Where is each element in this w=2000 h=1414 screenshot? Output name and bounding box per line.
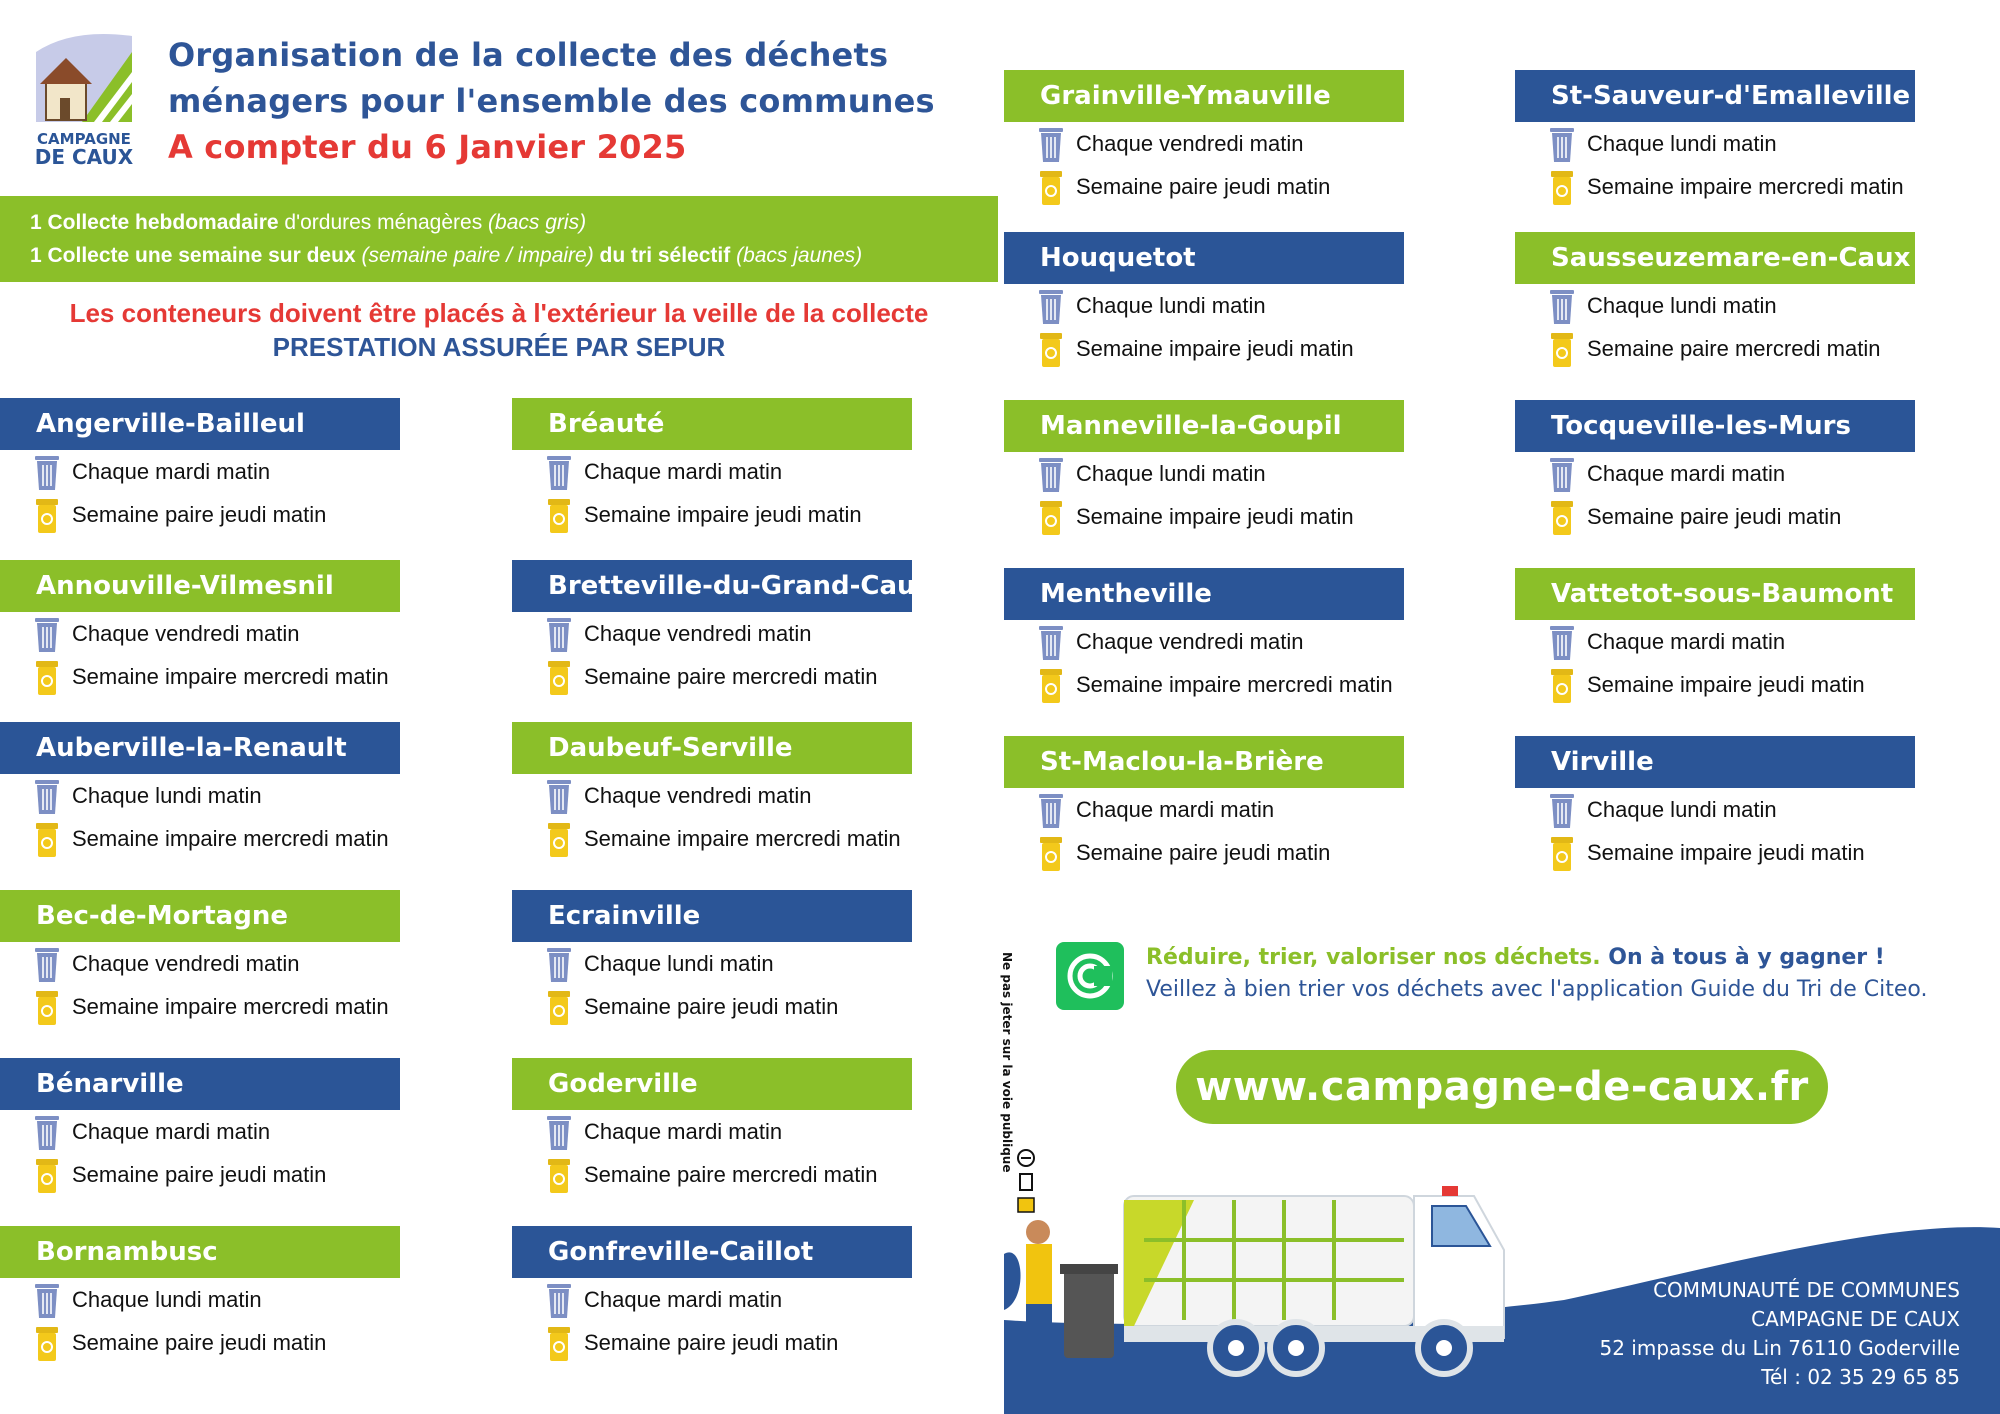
grey-bin-schedule: Chaque mardi matin [584, 458, 783, 484]
commune-card [1515, 568, 1955, 724]
yellow-bin-row [0, 655, 440, 698]
commune-card [1004, 568, 1444, 724]
grey-bin-icon [544, 1112, 574, 1152]
commune-card [0, 890, 440, 1046]
grey-bin-schedule: Chaque mardi matin [1587, 460, 1786, 486]
yellow-bin-schedule: Semaine paire jeudi matin [584, 993, 839, 1019]
yellow-bin-icon [32, 987, 62, 1027]
yellow-bin-schedule: Semaine paire jeudi matin [72, 1329, 327, 1355]
commune-name: Tocqueville-les-Murs [1515, 400, 1915, 452]
yellow-bin-icon [32, 1323, 62, 1363]
page-title [168, 32, 935, 170]
commune-card [0, 722, 440, 878]
grey-bin-icon [1547, 622, 1577, 662]
commune-name: Bréauté [512, 398, 912, 450]
band-l2-bold2: du tri sélectif [593, 244, 731, 267]
yellow-bin-schedule: Semaine paire mercredi matin [584, 1161, 878, 1187]
commune-name: Mentheville [1004, 568, 1404, 620]
grey-bin-icon [1036, 790, 1066, 830]
svg-text:DE CAUX: DE CAUX [34, 145, 134, 168]
yellow-bin-row [512, 1153, 952, 1196]
yellow-bin-icon [32, 1155, 62, 1195]
yellow-bin-icon [544, 819, 574, 859]
grey-bin-row [0, 1278, 440, 1321]
grey-bin-row [0, 942, 440, 985]
commune-name: Manneville-la-Goupil [1004, 400, 1404, 452]
yellow-bin-icon [1036, 497, 1066, 537]
warning-block [0, 296, 998, 364]
commune-name: Goderville [512, 1058, 912, 1110]
commune-name: Gonfreville-Caillot [512, 1226, 912, 1278]
address-l4: Tél : 02 35 29 65 85 [1761, 1365, 1960, 1389]
yellow-bin-row [512, 493, 952, 536]
grey-bin-icon [544, 452, 574, 492]
yellow-bin-icon [1036, 665, 1066, 705]
yellow-bin-row [1515, 327, 1955, 370]
commune-card [512, 560, 952, 716]
commune-card [1004, 232, 1444, 388]
yellow-bin-row [512, 985, 952, 1028]
yellow-bin-schedule: Semaine paire mercredi matin [1587, 335, 1881, 361]
yellow-bin-row [1004, 663, 1444, 706]
yellow-bin-row [1515, 165, 1955, 208]
yellow-bin-icon [32, 657, 62, 697]
commune-name: Grainville-Ymauville [1004, 70, 1404, 122]
grey-bin-row [0, 1110, 440, 1153]
yellow-bin-icon [1547, 833, 1577, 873]
grey-bin-schedule: Chaque vendredi matin [584, 620, 812, 646]
commune-card [512, 398, 952, 554]
commune-name: Ecrainville [512, 890, 912, 942]
commune-card [1004, 70, 1444, 226]
grey-bin-row [512, 450, 952, 493]
yellow-bin-icon [1547, 329, 1577, 369]
yellow-bin-schedule: Semaine impaire jeudi matin [1076, 503, 1354, 529]
yellow-bin-schedule: Semaine paire mercredi matin [584, 663, 878, 689]
grey-bin-row [1515, 452, 1955, 495]
commune-name: St-Sauveur-d'Emalleville [1515, 70, 1915, 122]
grey-bin-schedule: Chaque vendredi matin [72, 620, 300, 646]
address-l3: 52 impasse du Lin 76110 Goderville [1599, 1336, 1960, 1360]
grey-bin-schedule: Chaque vendredi matin [1076, 628, 1304, 654]
grey-bin-schedule: Chaque lundi matin [72, 782, 262, 808]
commune-name: Daubeuf-Serville [512, 722, 912, 774]
commune-name: Bretteville-du-Grand-Caux [512, 560, 912, 612]
yellow-bin-schedule: Semaine impaire mercredi matin [72, 663, 389, 689]
grey-bin-schedule: Chaque vendredi matin [72, 950, 300, 976]
grey-bin-row [512, 774, 952, 817]
citeo-green-text: Réduire, trier, valoriser nos déchets. [1146, 945, 1601, 970]
grey-bin-row [512, 942, 952, 985]
grey-bin-icon [32, 452, 62, 492]
warning-text: Les conteneurs doivent être placés à l'extérieur la veille de la collecte [69, 298, 929, 328]
grey-bin-icon [1547, 286, 1577, 326]
commune-name: Bec-de-Mortagne [0, 890, 400, 942]
commune-name: Auberville-la-Renault [0, 722, 400, 774]
yellow-bin-icon [1036, 329, 1066, 369]
yellow-bin-schedule: Semaine impaire jeudi matin [1587, 671, 1865, 697]
band-l2-italic2: (bacs jaunes) [730, 244, 863, 267]
yellow-bin-icon [544, 657, 574, 697]
yellow-bin-schedule: Semaine paire jeudi matin [584, 1329, 839, 1355]
svg-text:CAMPAGNE: CAMPAGNE [37, 130, 131, 148]
band-l1-text: d'ordures ménagères [278, 211, 489, 234]
yellow-bin-icon [1036, 167, 1066, 207]
commune-card [1515, 400, 1955, 556]
grey-bin-icon [32, 614, 62, 654]
commune-card [0, 560, 440, 716]
commune-card [1515, 70, 1955, 226]
side-note: Ne pas jeter sur la voie publique [1000, 952, 1014, 1173]
grey-bin-icon [32, 1112, 62, 1152]
commune-card [512, 890, 952, 1046]
yellow-bin-schedule: Semaine paire jeudi matin [1587, 503, 1842, 529]
yellow-bin-row [1004, 165, 1444, 208]
grey-bin-row [1515, 620, 1955, 663]
grey-bin-row [512, 1110, 952, 1153]
yellow-bin-row [512, 655, 952, 698]
grey-bin-row [512, 1278, 952, 1321]
grey-bin-icon [1547, 454, 1577, 494]
yellow-bin-icon [544, 495, 574, 535]
campagne-de-caux-logo [32, 32, 136, 168]
commune-card [1004, 400, 1444, 556]
yellow-bin-row [512, 817, 952, 860]
grey-bin-row [1004, 452, 1444, 495]
yellow-bin-icon [32, 495, 62, 535]
commune-name: Annouville-Vilmesnil [0, 560, 400, 612]
contact-address [1599, 1276, 1960, 1392]
commune-card [1515, 232, 1955, 388]
yellow-bin-schedule: Semaine impaire mercredi matin [72, 825, 389, 851]
grey-bin-icon [1036, 124, 1066, 164]
grey-bin-icon [32, 944, 62, 984]
citeo-line2: Veillez à bien trier vos déchets avec l'application Guide du Tri de Citeo. [1146, 977, 1928, 1002]
commune-card [1004, 736, 1444, 892]
provider-text: PRESTATION ASSURÉE PAR SEPUR [272, 332, 726, 362]
grey-bin-row [1515, 788, 1955, 831]
grey-bin-schedule: Chaque lundi matin [1587, 292, 1777, 318]
yellow-bin-row [1515, 831, 1955, 874]
grey-bin-row [1004, 284, 1444, 327]
yellow-bin-row [0, 1321, 440, 1364]
grey-bin-schedule: Chaque vendredi matin [1076, 130, 1304, 156]
band-l2-italic1: (semaine paire / impaire) [355, 244, 594, 267]
grey-bin-schedule: Chaque lundi matin [1076, 460, 1266, 486]
yellow-bin-icon [544, 1155, 574, 1195]
collection-info-band [0, 196, 998, 282]
grey-bin-row [1004, 620, 1444, 663]
grey-bin-icon [32, 1280, 62, 1320]
yellow-bin-row [0, 1153, 440, 1196]
commune-name: Bénarville [0, 1058, 400, 1110]
yellow-bin-schedule: Semaine impaire jeudi matin [1587, 839, 1865, 865]
grey-bin-schedule: Chaque lundi matin [1076, 292, 1266, 318]
grey-bin-icon [544, 614, 574, 654]
grey-bin-schedule: Chaque vendredi matin [584, 782, 812, 808]
commune-name: Bornambusc [0, 1226, 400, 1278]
yellow-bin-row [1004, 831, 1444, 874]
citeo-app-icon [1056, 942, 1124, 1010]
yellow-bin-schedule: Semaine paire jeudi matin [1076, 173, 1331, 199]
yellow-bin-icon [1547, 665, 1577, 705]
commune-name: Angerville-Bailleul [0, 398, 400, 450]
grey-bin-row [1004, 788, 1444, 831]
commune-name: Sausseuzemare-en-Caux [1515, 232, 1915, 284]
yellow-bin-icon [544, 987, 574, 1027]
commune-card [512, 1226, 952, 1382]
band-l1-italic: (bacs gris) [488, 211, 587, 234]
start-date: A compter du 6 Janvier 2025 [168, 128, 687, 166]
yellow-bin-schedule: Semaine impaire mercredi matin [1076, 671, 1393, 697]
grey-bin-schedule: Chaque mardi matin [1587, 628, 1786, 654]
grey-bin-icon [1036, 286, 1066, 326]
band-l1-bold: 1 Collecte hebdomadaire [30, 211, 279, 234]
grey-bin-icon [544, 1280, 574, 1320]
yellow-bin-schedule: Semaine paire jeudi matin [72, 1161, 327, 1187]
commune-card [0, 1226, 440, 1382]
commune-name: St-Maclou-la-Brière [1004, 736, 1404, 788]
yellow-bin-row [0, 817, 440, 860]
yellow-bin-row [1004, 495, 1444, 538]
yellow-bin-schedule: Semaine impaire mercredi matin [72, 993, 389, 1019]
commune-card [512, 722, 952, 878]
grey-bin-schedule: Chaque lundi matin [584, 950, 774, 976]
commune-name: Vattetot-sous-Baumont [1515, 568, 1915, 620]
yellow-bin-icon [32, 819, 62, 859]
grey-bin-row [1515, 122, 1955, 165]
yellow-bin-row [1515, 663, 1955, 706]
commune-name: Houquetot [1004, 232, 1404, 284]
grey-bin-schedule: Chaque lundi matin [72, 1286, 262, 1312]
grey-bin-schedule: Chaque mardi matin [584, 1286, 783, 1312]
website-link[interactable]: www.campagne-de-caux.fr [1176, 1050, 1828, 1124]
yellow-bin-row [0, 493, 440, 536]
title-line2: ménagers pour l'ensemble des communes [168, 82, 935, 120]
address-l1: COMMUNAUTÉ DE COMMUNES [1653, 1278, 1960, 1302]
grey-bin-icon [544, 776, 574, 816]
yellow-bin-icon [1547, 497, 1577, 537]
title-line1: Organisation de la collecte des déchets [168, 36, 889, 74]
citeo-blue-text: On à tous à y gagner ! [1600, 945, 1885, 970]
grey-bin-schedule: Chaque mardi matin [1076, 796, 1275, 822]
grey-bin-row [1515, 284, 1955, 327]
grey-bin-icon [1036, 454, 1066, 494]
grey-bin-row [1004, 122, 1444, 165]
commune-name: Virville [1515, 736, 1915, 788]
yellow-bin-icon [544, 1323, 574, 1363]
grey-bin-icon [1547, 124, 1577, 164]
yellow-bin-row [512, 1321, 952, 1364]
yellow-bin-schedule: Semaine impaire jeudi matin [1076, 335, 1354, 361]
band-l2-bold: 1 Collecte une semaine sur deux [30, 244, 356, 267]
grey-bin-icon [32, 776, 62, 816]
commune-card [0, 398, 440, 554]
grey-bin-row [0, 612, 440, 655]
grey-bin-icon [544, 944, 574, 984]
grey-bin-row [0, 774, 440, 817]
grey-bin-icon [1547, 790, 1577, 830]
grey-bin-schedule: Chaque mardi matin [584, 1118, 783, 1144]
yellow-bin-icon [1547, 167, 1577, 207]
commune-card [0, 1058, 440, 1214]
yellow-bin-schedule: Semaine impaire jeudi matin [584, 501, 862, 527]
yellow-bin-schedule: Semaine paire jeudi matin [1076, 839, 1331, 865]
yellow-bin-row [1515, 495, 1955, 538]
grey-bin-icon [1036, 622, 1066, 662]
yellow-bin-schedule: Semaine impaire mercredi matin [1587, 173, 1904, 199]
grey-bin-schedule: Chaque lundi matin [1587, 130, 1777, 156]
commune-card [1515, 736, 1955, 892]
yellow-bin-icon [1036, 833, 1066, 873]
citeo-message [1146, 942, 1927, 1006]
commune-card [512, 1058, 952, 1214]
grey-bin-row [0, 450, 440, 493]
yellow-bin-row [0, 985, 440, 1028]
grey-bin-schedule: Chaque lundi matin [1587, 796, 1777, 822]
yellow-bin-row [1004, 327, 1444, 370]
grey-bin-schedule: Chaque mardi matin [72, 1118, 271, 1144]
address-l2: CAMPAGNE DE CAUX [1751, 1307, 1960, 1331]
grey-bin-schedule: Chaque mardi matin [72, 458, 271, 484]
grey-bin-row [512, 612, 952, 655]
yellow-bin-schedule: Semaine paire jeudi matin [72, 501, 327, 527]
yellow-bin-schedule: Semaine impaire mercredi matin [584, 825, 901, 851]
